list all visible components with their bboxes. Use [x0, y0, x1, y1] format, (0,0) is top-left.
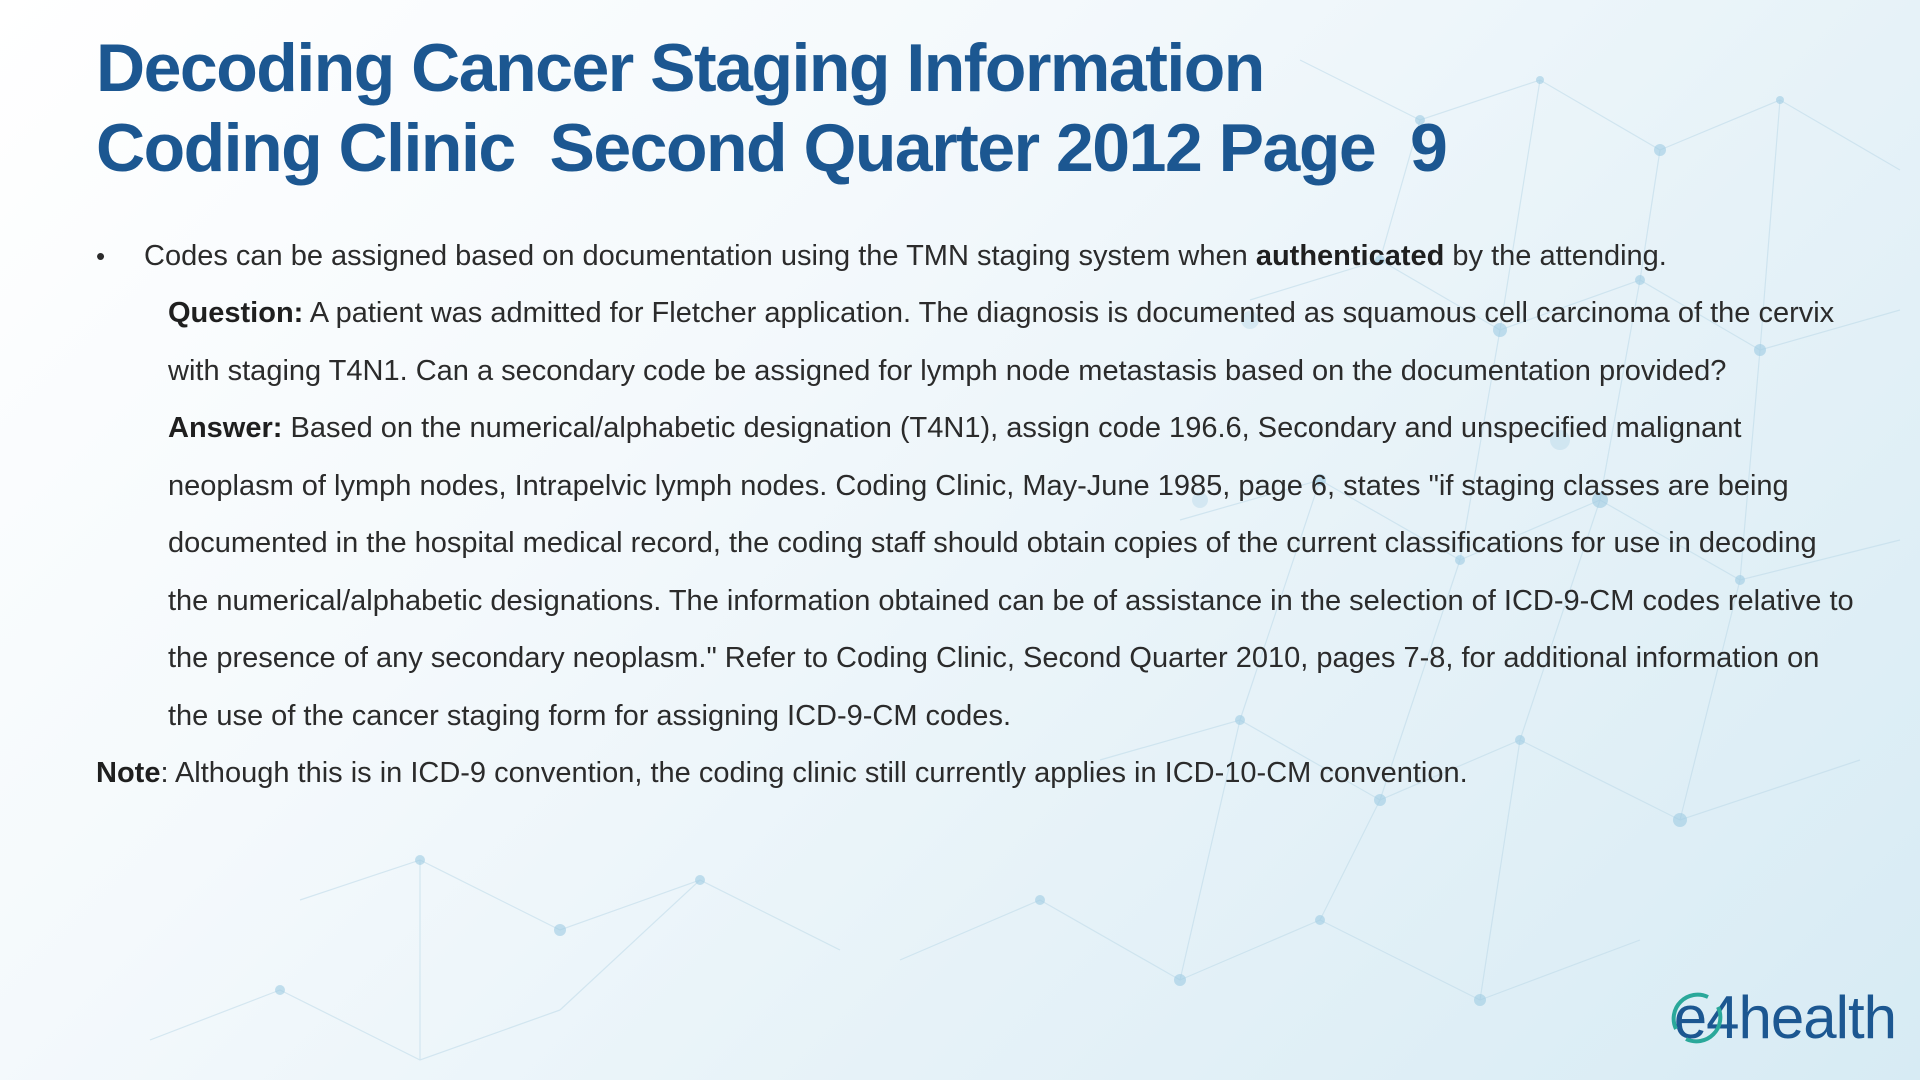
- logo-text: 4health: [1706, 984, 1896, 1051]
- note-label: Note: [96, 757, 161, 789]
- bullet-bold-text: authenticated: [1255, 240, 1445, 272]
- bullet-item: [96, 228, 1856, 285]
- slide-title: [96, 28, 1796, 188]
- question-paragraph: [96, 285, 1856, 400]
- bullet-text: Codes can be assigned based on documentation using the TMN staging system when: [144, 240, 1256, 272]
- answer-label: Answer:: [168, 412, 283, 444]
- bullet-icon: •: [96, 241, 106, 271]
- logo-arc-icon: [1668, 989, 1726, 1047]
- note-paragraph: [96, 745, 1856, 802]
- slide-title-line-2: Coding Clinic Second Quarter 2012 Page 9: [96, 110, 1447, 186]
- answer-paragraph: [96, 400, 1856, 745]
- answer-text: Based on the numerical/alphabetic designation (T4N1), assign code 196.6, Secondary and unspecified malignant neoplasm of lymph nodes, Intrapelvic lymph nodes. Coding Clinic, May-June 1985, page 6, states "if staging classes are being documented in the hospital medical record, the coding staff should obtain copies of the current classifications for use in decoding the numerical/alphabetic designations. The information obtained can be of assistance in the selection of ICD-9-CM codes relative to the presence of any secondary neoplasm." Refer to Coding Clinic, Second Quarter 2010, pages 7-8, for additional information on the use of the cancer staging form for assigning ICD-9-CM codes.: [168, 412, 1854, 732]
- e4health-logo: [1674, 983, 1896, 1052]
- question-text: A patient was admitted for Fletcher application. The diagnosis is documented as squamous cell carcinoma of the cervix with staging T4N1. Can a secondary code be assigned for lymph node metastasis based on the documentation provided?: [168, 297, 1835, 387]
- question-label: Question:: [168, 297, 304, 329]
- logo-e-mark: [1674, 983, 1706, 1052]
- slide-title-line-1: Decoding Cancer Staging Information: [96, 30, 1264, 106]
- logo-letter-e: e: [1673, 984, 1707, 1051]
- slide-body: [96, 228, 1856, 802]
- bullet-text-end: by the attending.: [1444, 240, 1667, 272]
- note-text: : Although this is in ICD-9 convention, the coding clinic still currently applies in ICD-10-CM convention.: [160, 757, 1468, 789]
